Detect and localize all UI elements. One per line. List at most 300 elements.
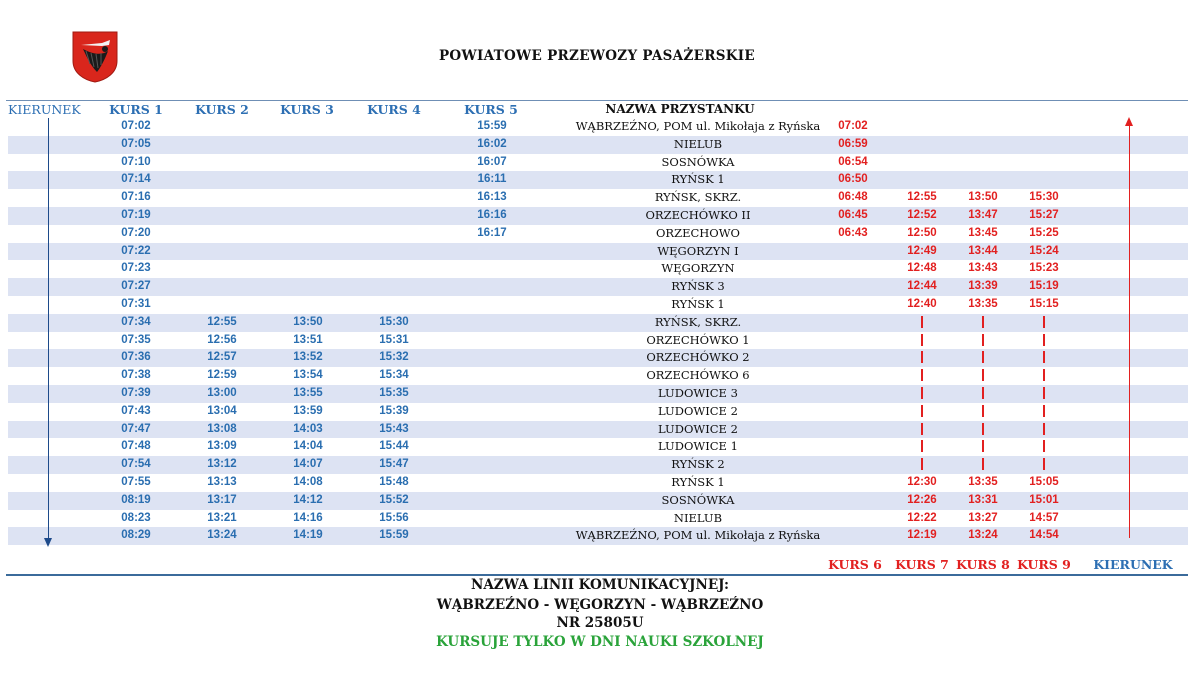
table-row — [8, 243, 1188, 261]
stop-name-cell: LUDOWICE 3 — [658, 385, 738, 400]
header-kurs-3: KURS 3 — [280, 102, 334, 117]
table-row — [8, 207, 1188, 225]
stop-name-cell: ORZECHÓWKO II — [645, 207, 751, 222]
table-row — [8, 189, 1188, 207]
time-cell-k9 — [1016, 349, 1072, 367]
pass-through-marker — [1043, 369, 1045, 381]
stop-name-cell: RYŃSK 1 — [671, 474, 725, 489]
time-cell-k1: 07:02 — [121, 120, 151, 132]
time-cell-k5 — [450, 385, 534, 403]
time-cell-k7: 12:22 — [907, 511, 937, 524]
pass-through-marker — [1043, 351, 1045, 363]
time-cell-k5: 16:16 — [477, 208, 507, 221]
time-cell-k3 — [266, 136, 350, 154]
time-cell-k6: 06:54 — [838, 155, 868, 168]
time-cell-k8: 13:44 — [968, 244, 998, 257]
pass-through-marker — [921, 369, 923, 381]
time-cell-k6 — [825, 403, 881, 421]
footer-kierunek: KIERUNEK — [1093, 557, 1173, 572]
stop-name-cell: SOSNÓWKA — [661, 154, 735, 169]
direction-up-arrow-head — [1125, 117, 1133, 126]
stop-name-cell: ORZECHÓWKO 1 — [646, 332, 750, 347]
time-cell-k6 — [825, 474, 881, 492]
time-cell-k3: 13:54 — [293, 369, 323, 382]
time-cell-k9: 15:23 — [1029, 262, 1059, 275]
time-cell-k4: 15:35 — [379, 386, 409, 399]
time-cell-k3 — [266, 296, 350, 314]
time-cell-k4 — [352, 189, 436, 207]
time-cell-k8 — [955, 136, 1011, 154]
time-cell-k5 — [450, 296, 534, 314]
header-kurs-1: KURS 1 — [109, 102, 163, 117]
time-cell-k8 — [955, 456, 1011, 474]
time-cell-k5 — [450, 314, 534, 332]
direction-down-arrow — [48, 118, 49, 542]
time-cell-k9: 15:25 — [1029, 226, 1059, 239]
time-cell-k2: 12:56 — [207, 333, 237, 346]
time-cell-k5 — [450, 527, 534, 545]
time-cell-k7 — [894, 171, 950, 189]
pass-through-marker — [921, 423, 923, 435]
pass-through-marker — [1043, 387, 1045, 399]
stop-name-cell: RYŃSK, SKRZ. — [654, 314, 742, 329]
time-cell-k1: 07:05 — [121, 137, 151, 150]
time-cell-k4 — [352, 171, 436, 189]
time-cell-k8: 13:24 — [968, 529, 998, 542]
stop-name-cell: RYŃSK 2 — [671, 457, 725, 472]
time-cell-k6 — [825, 385, 881, 403]
time-cell-k2 — [180, 260, 264, 278]
pass-through-marker — [982, 316, 984, 328]
time-cell-k8 — [955, 314, 1011, 332]
time-cell-k9 — [1016, 456, 1072, 474]
stop-name-cell: SOSNÓWKA — [661, 492, 735, 507]
pass-through-marker — [1043, 316, 1045, 328]
table-row — [8, 225, 1188, 243]
time-cell-k6: 07:02 — [838, 120, 868, 132]
time-cell-k9: 15:30 — [1029, 191, 1059, 204]
time-cell-k9: 14:57 — [1029, 511, 1059, 524]
time-cell-k1: 07:10 — [121, 155, 151, 168]
time-cell-k7: 12:52 — [907, 208, 937, 221]
time-cell-k7 — [894, 456, 950, 474]
time-cell-k7: 12:19 — [907, 529, 937, 542]
time-cell-k2: 12:55 — [207, 315, 237, 328]
time-cell-k2 — [180, 118, 264, 136]
time-cell-k7: 12:26 — [907, 493, 937, 506]
time-cell-k9 — [1016, 438, 1072, 456]
time-cell-k6: 06:48 — [838, 191, 868, 204]
time-cell-k7 — [894, 332, 950, 350]
pass-through-marker — [982, 423, 984, 435]
time-cell-k7: 12:40 — [907, 297, 937, 310]
pass-through-marker — [921, 351, 923, 363]
table-row — [8, 260, 1188, 278]
time-cell-k4 — [352, 243, 436, 261]
time-cell-k6: 06:59 — [838, 137, 868, 150]
table-row — [8, 438, 1188, 456]
stop-name-cell: WĘGORZYN — [661, 261, 735, 276]
time-cell-k4: 15:56 — [379, 511, 409, 524]
time-cell-k1: 07:20 — [121, 226, 151, 239]
time-cell-k1: 07:54 — [121, 458, 151, 471]
time-cell-k2: 13:08 — [207, 422, 237, 435]
table-row — [8, 492, 1188, 510]
time-cell-k1: 08:29 — [121, 529, 151, 542]
time-cell-k1: 07:23 — [121, 262, 151, 275]
time-cell-k4: 15:48 — [379, 475, 409, 488]
time-cell-k2: 13:04 — [207, 404, 237, 417]
time-cell-k1: 07:34 — [121, 315, 151, 328]
time-cell-k6 — [825, 314, 881, 332]
top-divider — [6, 100, 1188, 101]
stop-name-cell: WĄBRZEŹNO, POM ul. Mikołaja z Ryńska — [575, 528, 821, 543]
time-cell-k8 — [955, 349, 1011, 367]
time-cell-k6: 06:50 — [838, 173, 868, 186]
time-cell-k9: 15:05 — [1029, 475, 1059, 488]
time-cell-k2 — [180, 296, 264, 314]
time-cell-k9 — [1016, 367, 1072, 385]
time-cell-k2: 13:24 — [207, 529, 237, 542]
time-cell-k4 — [352, 154, 436, 172]
time-cell-k3 — [266, 278, 350, 296]
pass-through-marker — [982, 440, 984, 452]
time-cell-k3: 13:51 — [293, 333, 323, 346]
time-cell-k2 — [180, 136, 264, 154]
table-row — [8, 332, 1188, 350]
stop-name-cell: RYŃSK 3 — [671, 279, 725, 294]
time-cell-k2 — [180, 154, 264, 172]
time-cell-k8 — [955, 171, 1011, 189]
table-row — [8, 314, 1188, 332]
time-cell-k1: 07:27 — [121, 280, 151, 293]
time-cell-k4 — [352, 278, 436, 296]
time-cell-k9 — [1016, 154, 1072, 172]
time-cell-k9 — [1016, 136, 1072, 154]
time-cell-k3 — [266, 189, 350, 207]
time-cell-k7 — [894, 314, 950, 332]
time-cell-k1: 07:35 — [121, 333, 151, 346]
time-cell-k2 — [180, 207, 264, 225]
time-cell-k7: 12:30 — [907, 475, 937, 488]
time-cell-k1: 07:48 — [121, 440, 151, 453]
time-cell-k4: 15:52 — [379, 493, 409, 506]
direction-up-arrow — [1129, 124, 1130, 538]
table-row — [8, 367, 1188, 385]
time-cell-k5 — [450, 332, 534, 350]
time-cell-k7: 12:49 — [907, 244, 937, 257]
time-cell-k5 — [450, 367, 534, 385]
time-cell-k9: 14:54 — [1029, 529, 1059, 542]
time-cell-k8 — [955, 367, 1011, 385]
time-cell-k8 — [955, 385, 1011, 403]
time-cell-k4 — [352, 296, 436, 314]
time-cell-k9 — [1016, 332, 1072, 350]
header-stop-name: NAZWA PRZYSTANKU — [605, 102, 755, 116]
time-cell-k6 — [825, 296, 881, 314]
time-cell-k3: 14:08 — [293, 475, 323, 488]
time-cell-k3: 13:59 — [293, 404, 323, 417]
time-cell-k7 — [894, 349, 950, 367]
time-cell-k1: 07:16 — [121, 191, 151, 204]
time-cell-k4 — [352, 207, 436, 225]
line-number: NR 25805U — [556, 615, 644, 631]
table-row — [8, 474, 1188, 492]
time-cell-k8: 13:35 — [968, 297, 998, 310]
time-cell-k8 — [955, 421, 1011, 439]
pass-through-marker — [1043, 334, 1045, 346]
time-cell-k6 — [825, 332, 881, 350]
pass-through-marker — [982, 369, 984, 381]
stop-name-cell: ORZECHÓWKO 6 — [646, 368, 750, 383]
time-cell-k6 — [825, 421, 881, 439]
time-cell-k1: 07:36 — [121, 351, 151, 364]
time-cell-k5 — [450, 474, 534, 492]
header-kurs-2: KURS 2 — [195, 102, 249, 117]
time-cell-k2: 13:12 — [207, 458, 237, 471]
time-cell-k8 — [955, 332, 1011, 350]
pass-through-marker — [982, 405, 984, 417]
direction-down-arrow-head — [44, 538, 52, 547]
time-cell-k9: 15:24 — [1029, 244, 1059, 257]
timetable-rows — [8, 118, 1188, 545]
time-cell-k9: 15:15 — [1029, 297, 1059, 310]
time-cell-k5 — [450, 260, 534, 278]
pass-through-marker — [982, 334, 984, 346]
time-cell-k5 — [450, 456, 534, 474]
time-cell-k3: 14:07 — [293, 458, 323, 471]
time-cell-k8: 13:27 — [968, 511, 998, 524]
stop-name-cell: WĄBRZEŹNO, POM ul. Mikołaja z Ryńska — [575, 119, 821, 133]
time-cell-k4: 15:31 — [379, 333, 409, 346]
stop-name-cell: RYŃSK, SKRZ. — [654, 190, 742, 205]
time-cell-k9 — [1016, 314, 1072, 332]
time-cell-k4: 15:34 — [379, 369, 409, 382]
time-cell-k1: 07:14 — [121, 173, 151, 186]
time-cell-k3: 13:50 — [293, 315, 323, 328]
stop-name-cell: ORZECHÓWKO 2 — [646, 350, 750, 365]
time-cell-k8: 13:43 — [968, 262, 998, 275]
time-cell-k2: 13:17 — [207, 493, 237, 506]
time-cell-k6 — [825, 260, 881, 278]
time-cell-k8: 13:45 — [968, 226, 998, 239]
time-cell-k3: 14:04 — [293, 440, 323, 453]
table-row — [8, 403, 1188, 421]
time-cell-k3 — [266, 260, 350, 278]
time-cell-k2: 13:21 — [207, 511, 237, 524]
pass-through-marker — [921, 458, 923, 470]
time-cell-k7 — [894, 385, 950, 403]
pass-through-marker — [921, 387, 923, 399]
time-cell-k5: 16:13 — [477, 191, 507, 204]
time-cell-k3 — [266, 225, 350, 243]
time-cell-k2 — [180, 278, 264, 296]
time-cell-k2: 12:57 — [207, 351, 237, 364]
time-cell-k6 — [825, 510, 881, 528]
time-cell-k8: 13:47 — [968, 208, 998, 221]
time-cell-k3 — [266, 118, 350, 136]
time-cell-k3 — [266, 154, 350, 172]
time-cell-k6 — [825, 278, 881, 296]
time-cell-k7: 12:48 — [907, 262, 937, 275]
time-cell-k1: 07:47 — [121, 422, 151, 435]
time-cell-k1: 07:22 — [121, 244, 151, 257]
time-cell-k1: 07:39 — [121, 386, 151, 399]
table-row — [8, 349, 1188, 367]
time-cell-k6: 06:43 — [838, 226, 868, 239]
time-cell-k7: 12:55 — [907, 191, 937, 204]
table-row — [8, 456, 1188, 474]
pass-through-marker — [921, 405, 923, 417]
time-cell-k6 — [825, 527, 881, 545]
time-cell-k1: 08:23 — [121, 511, 151, 524]
table-row — [8, 171, 1188, 189]
time-cell-k8 — [955, 118, 1011, 136]
time-cell-k6 — [825, 349, 881, 367]
time-cell-k2 — [180, 243, 264, 261]
time-cell-k5 — [450, 421, 534, 439]
time-cell-k5: 16:11 — [477, 173, 507, 186]
time-cell-k2: 13:09 — [207, 440, 237, 453]
stop-name-cell: WĘGORZYN I — [657, 243, 739, 258]
time-cell-k8 — [955, 403, 1011, 421]
time-cell-k2 — [180, 171, 264, 189]
time-cell-k9 — [1016, 421, 1072, 439]
time-cell-k4: 15:43 — [379, 422, 409, 435]
pass-through-marker — [1043, 458, 1045, 470]
time-cell-k1: 07:31 — [121, 297, 151, 310]
pass-through-marker — [921, 440, 923, 452]
time-cell-k3: 14:16 — [293, 511, 323, 524]
pass-through-marker — [1043, 405, 1045, 417]
line-label: NAZWA LINII KOMUNIKACYJNEJ: — [470, 577, 729, 593]
header-kierunek: KIERUNEK — [8, 102, 81, 117]
time-cell-k7 — [894, 118, 950, 136]
time-cell-k6 — [825, 492, 881, 510]
footer-kurs-7: KURS 7 — [895, 557, 949, 572]
time-cell-k9 — [1016, 118, 1072, 136]
stop-name-cell: LUDOWICE 2 — [658, 403, 738, 418]
time-cell-k4: 15:39 — [379, 404, 409, 417]
time-cell-k2 — [180, 225, 264, 243]
time-cell-k7 — [894, 136, 950, 154]
page-title: POWIATOWE PRZEWOZY PASAŻERSKIE — [438, 48, 756, 64]
time-cell-k3 — [266, 207, 350, 225]
time-cell-k7 — [894, 421, 950, 439]
table-row — [8, 510, 1188, 528]
time-cell-k6: 06:45 — [838, 208, 868, 221]
time-cell-k4 — [352, 225, 436, 243]
pass-through-marker — [921, 316, 923, 328]
time-cell-k3 — [266, 243, 350, 261]
time-cell-k6 — [825, 456, 881, 474]
stop-name-cell: NIELUB — [673, 136, 723, 151]
time-cell-k1: 07:38 — [121, 369, 151, 382]
footer-kurs-9: KURS 9 — [1017, 557, 1071, 572]
pass-through-marker — [982, 351, 984, 363]
stop-name-cell: LUDOWICE 2 — [658, 421, 738, 436]
stop-name-cell: LUDOWICE 1 — [658, 439, 738, 454]
time-cell-k9: 15:01 — [1029, 493, 1059, 506]
table-row — [8, 154, 1188, 172]
time-cell-k9 — [1016, 171, 1072, 189]
table-row — [8, 118, 1188, 136]
time-cell-k4: 15:30 — [379, 315, 409, 328]
time-cell-k2 — [180, 189, 264, 207]
time-cell-k4 — [352, 260, 436, 278]
header-kurs-4: KURS 4 — [367, 102, 421, 117]
table-row — [8, 136, 1188, 154]
time-cell-k4: 15:47 — [379, 458, 409, 471]
time-cell-k7 — [894, 403, 950, 421]
pass-through-marker — [982, 458, 984, 470]
time-cell-k8 — [955, 438, 1011, 456]
table-row — [8, 385, 1188, 403]
time-cell-k7 — [894, 367, 950, 385]
time-cell-k3: 13:55 — [293, 386, 323, 399]
stop-name-cell: ORZECHOWO — [656, 225, 740, 240]
time-cell-k9: 15:19 — [1029, 280, 1059, 293]
table-row — [8, 527, 1188, 545]
header-kurs-5: KURS 5 — [464, 102, 518, 117]
time-cell-k5 — [450, 438, 534, 456]
time-cell-k2: 13:00 — [207, 386, 237, 399]
time-cell-k7 — [894, 438, 950, 456]
time-cell-k4: 15:59 — [379, 529, 409, 542]
time-cell-k6 — [825, 367, 881, 385]
time-cell-k5: 15:59 — [477, 120, 507, 132]
bottom-divider — [6, 574, 1188, 576]
time-cell-k3: 14:03 — [293, 422, 323, 435]
line-name: WĄBRZEŹNO - WĘGORZYN - WĄBRZEŹNO — [436, 597, 764, 613]
time-cell-k6 — [825, 243, 881, 261]
footer-kurs-8: KURS 8 — [956, 557, 1010, 572]
stop-name-cell: RYŃSK 1 — [671, 172, 725, 187]
time-cell-k5 — [450, 510, 534, 528]
pass-through-marker — [921, 334, 923, 346]
time-cell-k4: 15:44 — [379, 440, 409, 453]
time-cell-k5: 16:07 — [477, 155, 507, 168]
pass-through-marker — [982, 387, 984, 399]
time-cell-k5 — [450, 492, 534, 510]
time-cell-k1: 08:19 — [121, 493, 151, 506]
table-row — [8, 278, 1188, 296]
time-cell-k5 — [450, 243, 534, 261]
time-cell-k1: 07:19 — [121, 208, 151, 221]
time-cell-k6 — [825, 438, 881, 456]
time-cell-k3 — [266, 171, 350, 189]
time-cell-k7: 12:44 — [907, 280, 937, 293]
time-cell-k1: 07:43 — [121, 404, 151, 417]
time-cell-k8: 13:31 — [968, 493, 998, 506]
table-row — [8, 296, 1188, 314]
time-cell-k8: 13:39 — [968, 280, 998, 293]
time-cell-k8: 13:50 — [968, 191, 998, 204]
stop-name-cell: NIELUB — [673, 510, 723, 525]
pass-through-marker — [1043, 423, 1045, 435]
time-cell-k4 — [352, 136, 436, 154]
time-cell-k2: 13:13 — [207, 475, 237, 488]
time-cell-k9 — [1016, 403, 1072, 421]
time-cell-k5: 16:17 — [477, 226, 507, 239]
time-cell-k4: 15:32 — [379, 351, 409, 364]
time-cell-k7: 12:50 — [907, 226, 937, 239]
stop-name-cell: RYŃSK 1 — [671, 296, 725, 311]
school-days-note: KURSUJE TYLKO W DNI NAUKI SZKOLNEJ — [436, 634, 764, 650]
time-cell-k9 — [1016, 385, 1072, 403]
time-cell-k5: 16:02 — [477, 137, 507, 150]
time-cell-k8 — [955, 154, 1011, 172]
